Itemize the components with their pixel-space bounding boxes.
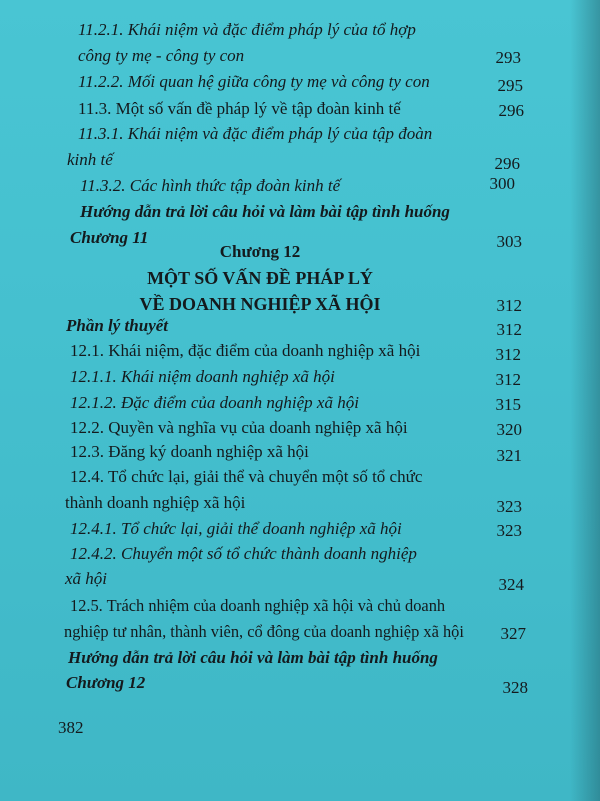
- page-number: 382: [58, 718, 84, 737]
- toc-entry-text: Chương 11: [70, 228, 149, 247]
- toc-page-number: 324: [498, 575, 524, 594]
- toc-entry-text: công ty mẹ - công ty con: [78, 46, 245, 65]
- toc-entry-text: 12.4.2. Chuyển một số tổ chức thành doanh nghiệp: [70, 544, 417, 563]
- toc-page-number: 312: [495, 345, 521, 364]
- toc-page-number: 312: [496, 296, 522, 315]
- toc-page-number: 323: [496, 497, 522, 516]
- toc-entry-text: xã hội: [65, 569, 108, 588]
- toc-entry-text: 12.4.1. Tổ chức lại, giải thể doanh nghiệp xã hội: [70, 519, 402, 538]
- toc-page-number: 323: [496, 521, 522, 540]
- toc-entry-text: 11.2.2. Mối quan hệ giữa công ty mẹ và công ty con: [78, 72, 430, 91]
- toc-page-number: 300: [489, 174, 515, 193]
- chapter-title-line-1: MỘT SỐ VẤN ĐỀ PHÁP LÝ: [147, 268, 373, 288]
- toc-entry-text: 12.3. Đăng ký doanh nghiệp xã hội: [70, 442, 309, 461]
- toc-entry-text: kinh tế: [67, 150, 113, 169]
- toc-entry-text: 11.3.1. Khái niệm và đặc điểm pháp lý của tập đoàn: [78, 124, 433, 143]
- toc-entry-text: Chương 12: [66, 673, 146, 692]
- toc-page-number: 293: [495, 48, 521, 67]
- toc-entry-text: 11.2.1. Khái niệm và đặc điểm pháp lý của tổ hợp: [78, 20, 416, 39]
- toc-page-number: 321: [496, 446, 522, 465]
- chapter-heading: Chương 12: [219, 242, 301, 261]
- chapter-title-line-2: VỀ DOANH NGHIỆP XÃ HỘI: [139, 294, 381, 314]
- toc-page-number: 312: [496, 320, 522, 339]
- toc-entry-text: 12.1.1. Khái niệm doanh nghiệp xã hội: [70, 367, 335, 386]
- toc-entry-text: 11.3.2. Các hình thức tập đoàn kinh tế: [80, 176, 341, 195]
- toc-page-number: 327: [500, 624, 526, 643]
- toc-page-number: 295: [497, 76, 523, 95]
- toc-entry-text: 11.3. Một số vấn đề pháp lý về tập đoàn kinh tế: [78, 99, 401, 118]
- toc-page-number: 315: [495, 395, 521, 414]
- toc-page-number: 303: [496, 232, 522, 251]
- toc-entry-text: Hướng dẫn trả lời câu hỏi và làm bài tập tình huống: [80, 202, 450, 221]
- toc-entry-text: Phần lý thuyết: [66, 316, 169, 335]
- toc-entry-text: Hướng dẫn trả lời câu hỏi và làm bài tập tình huống: [68, 648, 438, 667]
- toc-entry-text: 12.1. Khái niệm, đặc điểm của doanh nghiệp xã hội: [70, 341, 421, 360]
- toc-page-number: 296: [494, 154, 520, 173]
- toc-entry-text: 12.4. Tổ chức lại, giải thể và chuyển một số tổ chức: [70, 467, 423, 486]
- toc-entry-text: nghiệp tư nhân, thành viên, cổ đông của doanh nghiệp xã hội: [64, 622, 464, 641]
- toc-entry-text: 12.2. Quyền và nghĩa vụ của doanh nghiệp xã hội: [70, 418, 408, 437]
- toc-page-number: 296: [498, 101, 524, 120]
- toc-page-number: 312: [495, 370, 521, 389]
- toc-entry-text: thành doanh nghiệp xã hội: [65, 493, 246, 512]
- toc-entry-text: 12.5. Trách nhiệm của doanh nghiệp xã hội và chủ doanh: [70, 596, 446, 615]
- toc-page-number: 320: [496, 420, 522, 439]
- toc-page-number: 328: [502, 678, 528, 697]
- toc-entry-text: 12.1.2. Đặc điểm của doanh nghiệp xã hội: [70, 393, 359, 412]
